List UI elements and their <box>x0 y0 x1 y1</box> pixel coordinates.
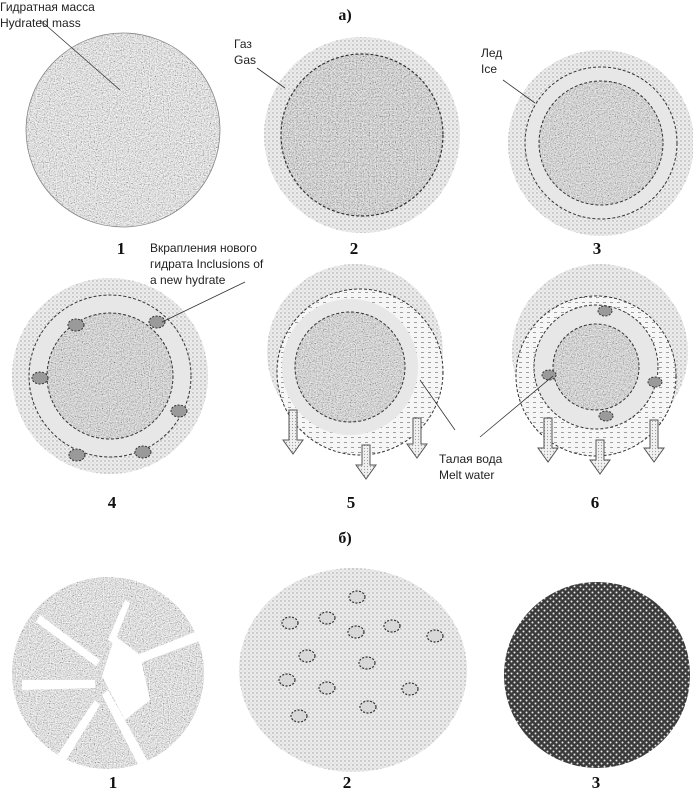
number-a3: 3 <box>592 239 602 258</box>
label-hydrated-mass-ru: Гидратная масса <box>0 0 95 14</box>
number-a4: 4 <box>107 493 117 512</box>
number-b3: 3 <box>591 773 601 791</box>
number-b1: 1 <box>108 773 118 791</box>
hydrate-core <box>26 33 220 227</box>
number-a2: 2 <box>349 239 359 258</box>
label-gas-ru: Газ <box>234 37 252 51</box>
hydrate-core <box>47 313 173 439</box>
dense-hydrate <box>504 582 690 768</box>
label-inclusions-2: гидрата Inclusions of <box>150 257 264 271</box>
leader-inclusions <box>162 282 245 322</box>
label-ice-en: Ice <box>481 62 498 76</box>
number-b2: 2 <box>342 773 352 791</box>
diagram-a5 <box>267 264 443 479</box>
leader-gas <box>257 68 285 88</box>
hydrate-core <box>281 54 443 216</box>
label-melt-water-ru: Талая вода <box>439 452 503 466</box>
diagram-b2 <box>239 568 467 772</box>
diagram-a1 <box>26 33 220 227</box>
number-a5: 5 <box>346 493 356 512</box>
label-inclusions-3: a new hydrate <box>150 273 226 287</box>
hydrate-core <box>539 81 663 205</box>
section-b-label: б) <box>338 530 352 547</box>
diagram-a6 <box>512 264 688 474</box>
diagram-b3 <box>504 582 690 768</box>
label-melt-water-en: Melt water <box>439 468 495 482</box>
label-hydrated-mass-en: Hydrated mass <box>0 16 81 30</box>
label-inclusions-1: Вкрапления нового <box>150 241 257 255</box>
hydrate-core <box>295 312 405 422</box>
label-ice-ru: Лед <box>481 46 503 60</box>
diagram-b1 <box>12 577 204 770</box>
diagram-a4 <box>12 278 208 474</box>
number-a6: 6 <box>590 493 600 512</box>
diagram-a3 <box>508 50 693 236</box>
label-gas-en: Gas <box>234 53 257 67</box>
diagram-a2 <box>264 37 460 233</box>
number-a1: 1 <box>116 239 126 258</box>
section-a-label: а) <box>338 7 352 24</box>
